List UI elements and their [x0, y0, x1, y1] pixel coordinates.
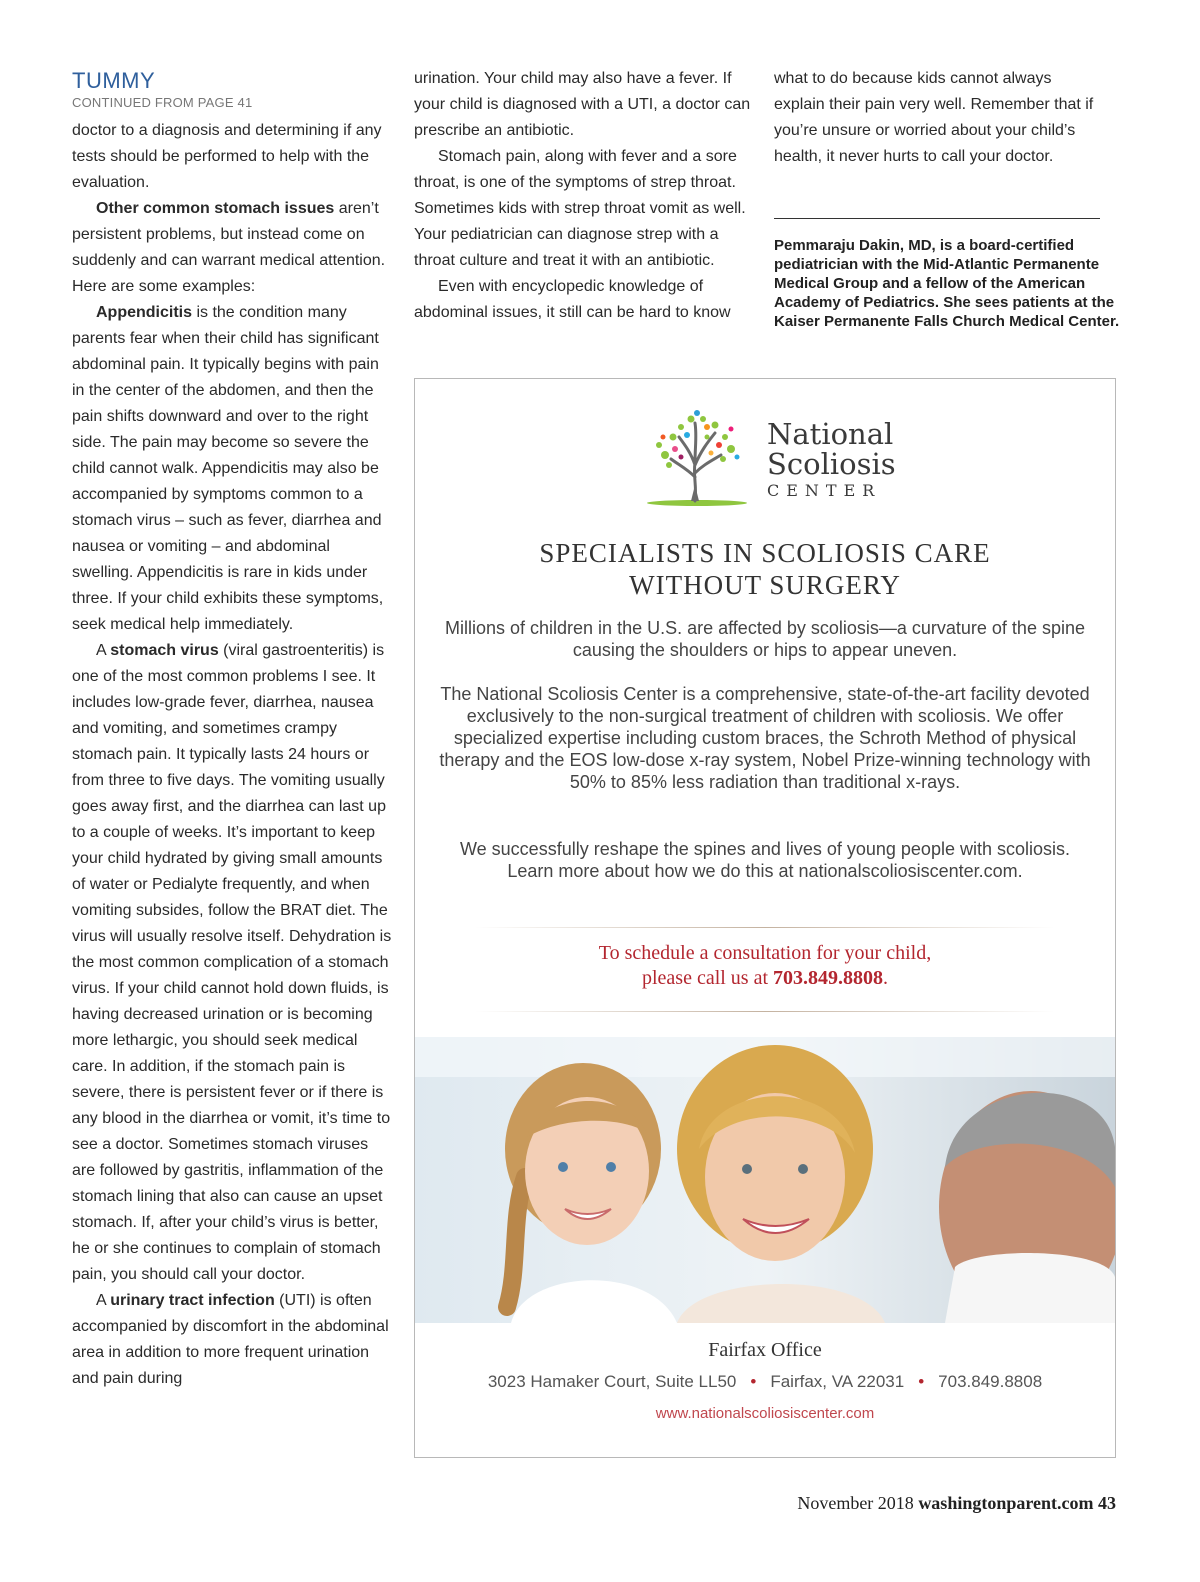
page-number: 43	[1098, 1493, 1116, 1513]
continued-from-label: CONTINUED FROM PAGE 41	[72, 95, 253, 110]
headline-line: SPECIALISTS IN SCOLIOSIS CARE	[539, 538, 991, 568]
address-street: 3023 Hamaker Court, Suite LL50	[487, 1372, 737, 1391]
cta-line: To schedule a consultation for your child,	[598, 942, 932, 964]
paragraph: Even with encyclopedic knowledge of abdominal issues, it still can be hard to know	[414, 278, 731, 321]
paragraph-text: (UTI) is often accompanied by discomfort in the abdominal area in addition to more frequent urination and pain during	[72, 1292, 389, 1387]
author-bio	[774, 236, 1124, 331]
logo-wordmark-line1: National	[767, 417, 894, 451]
ad-divider	[475, 927, 1055, 928]
office-title: Fairfax Office	[708, 1339, 822, 1361]
website-link[interactable]: www.nationalscoliosiscenter.com	[655, 1405, 875, 1422]
paragraph: Stomach pain, along with fever and a sore throat, is one of the symptoms of strep throat. Sometimes kids with strep throat vomit as well. Your pediatrician can diagnose strep with a throat culture and treat it with an antibiotic.	[414, 148, 746, 269]
cta-phone-link[interactable]: 703.849.8808	[773, 967, 884, 989]
bio-divider	[774, 218, 1100, 219]
paragraph-text: is the condition many parents fear when their child has significant abdominal pain. It typically begins with pain in the center of the abdomen, and then the pain shifts downward and over to the right side. The pain may become so severe the child cannot walk. Appendicitis may also be accompanied by symptoms common to a stomach virus – such as fever, diarrhea and nausea or vomiting – and abdominal swelling. Appendicitis is rare in kids under three. If your child exhibits these symptoms, seek medical help immediately.	[72, 304, 384, 633]
office-address	[415, 1372, 1115, 1392]
headline-line: WITHOUT SURGERY	[629, 570, 901, 600]
publication-site: washingtonparent.com	[918, 1493, 1094, 1513]
article-column-2	[414, 66, 758, 326]
bold-phrase: stomach virus	[110, 642, 219, 659]
call-to-action	[415, 941, 1115, 991]
ad-headline	[415, 537, 1115, 601]
paragraph: what to do because kids cannot always explain their pain very well. Remember that if you’re unsure or worried about your child’s health, it never hurts to call your doctor.	[774, 70, 1094, 165]
paragraph-text: A	[96, 1292, 111, 1309]
family-doctor-photo	[415, 1037, 1115, 1323]
ad-body-paragraph	[435, 683, 1095, 793]
ad-text: Millions of children in the U.S. are affected by scoliosis—a curvature of the spine causing the shoulders or hips to appear uneven.	[445, 618, 1085, 660]
bold-phrase: Other common stomach issues	[96, 200, 335, 217]
ad-text: We successfully reshape the spines and lives of young people with scoliosis. Learn more about how we do this at nationalscoliosiscenter.com.	[460, 839, 1070, 881]
article-column-1	[72, 118, 394, 1392]
logo-wordmark-line2: Scoliosis	[767, 447, 896, 481]
bold-phrase: urinary tract infection	[110, 1292, 275, 1309]
cta-line	[415, 966, 1115, 991]
paragraph	[72, 1288, 394, 1392]
ad-divider	[475, 1011, 1055, 1012]
bullet-separator-icon: •	[918, 1372, 925, 1391]
cta-text: .	[883, 967, 889, 989]
paragraph: doctor to a diagnosis and determining if any tests should be performed to help with the evaluation.	[72, 122, 382, 191]
advertisement-box	[414, 378, 1116, 1458]
paragraph-text: aren’t persistent problems, but instead come on suddenly and can warrant medical attention. Here are some examples:	[72, 200, 386, 295]
ad-text: The National Scoliosis Center is a comprehensive, state-of-the-art facility devoted exclusively to the non-surgical treatment of children with scoliosis. We offer specialized expertise including custom braces, the Schroth Method of physical therapy and the EOS low-dose x-ray system, Nobel Prize-winning technology with 50% to 85% less radiation than traditional x-rays.	[439, 684, 1091, 792]
paragraph	[72, 196, 394, 300]
paragraph	[72, 638, 394, 1288]
paragraph: urination. Your child may also have a fever. If your child is diagnosed with a UTI, a doctor can prescribe an antibiotic.	[414, 70, 751, 139]
section-kicker: TUMMY	[72, 68, 156, 93]
issue-date: November 2018	[797, 1493, 914, 1513]
paragraph	[72, 300, 394, 638]
office-phone[interactable]: 703.849.8808	[938, 1372, 1043, 1391]
ad-body-paragraph	[435, 838, 1095, 882]
paragraph-text: A	[96, 642, 111, 659]
bullet-separator-icon: •	[750, 1372, 757, 1391]
bold-phrase: Appendicitis	[96, 304, 193, 321]
bio-text: Pemmaraju Dakin, MD, is a board-certified pediatrician with the Mid-Atlantic Permanente Medical Group and a fellow of the American Academy of Pediatrics. She sees patients at the Kaiser Permanente Falls Church Medical Center.	[774, 237, 1120, 330]
article-column-3	[774, 66, 1104, 170]
address-city: Fairfax, VA 22031	[770, 1372, 905, 1391]
logo-wordmark-line3: CENTER	[767, 481, 882, 500]
page-footer	[797, 1493, 1116, 1514]
ad-body-paragraph	[435, 617, 1095, 661]
paragraph-text: (viral gastroenteritis) is one of the most common problems I see. It includes low-grade fever, diarrhea, nausea and vomiting, and sometimes crampy stomach pain. It typically lasts 24 hours or from three to five days. The vomiting usually goes away first, and the diarrhea can last up to a couple of weeks. It’s important to keep your child hydrated by giving small amounts of water or Pedialyte frequently, and when vomiting subsides, follow the BRAT diet. The virus will usually resolve itself. Dehydration is the most common complication of a stomach virus. If your child cannot hold down fluids, is having decreased urination or is becoming more lethargic, you should seek medical care. In addition, if the stomach pain is severe, there is persistent fever or if there is any blood in the diarrhea or vomit, it’s time to see a doctor. Sometimes stomach viruses are followed by gastritis, inflammation of the stomach lining that also can cause an upset stomach. If, after your child’s virus is better, he or she continues to complain of stomach pain, you should call your doctor.	[72, 642, 392, 1283]
cta-text: please call us at	[641, 967, 774, 989]
